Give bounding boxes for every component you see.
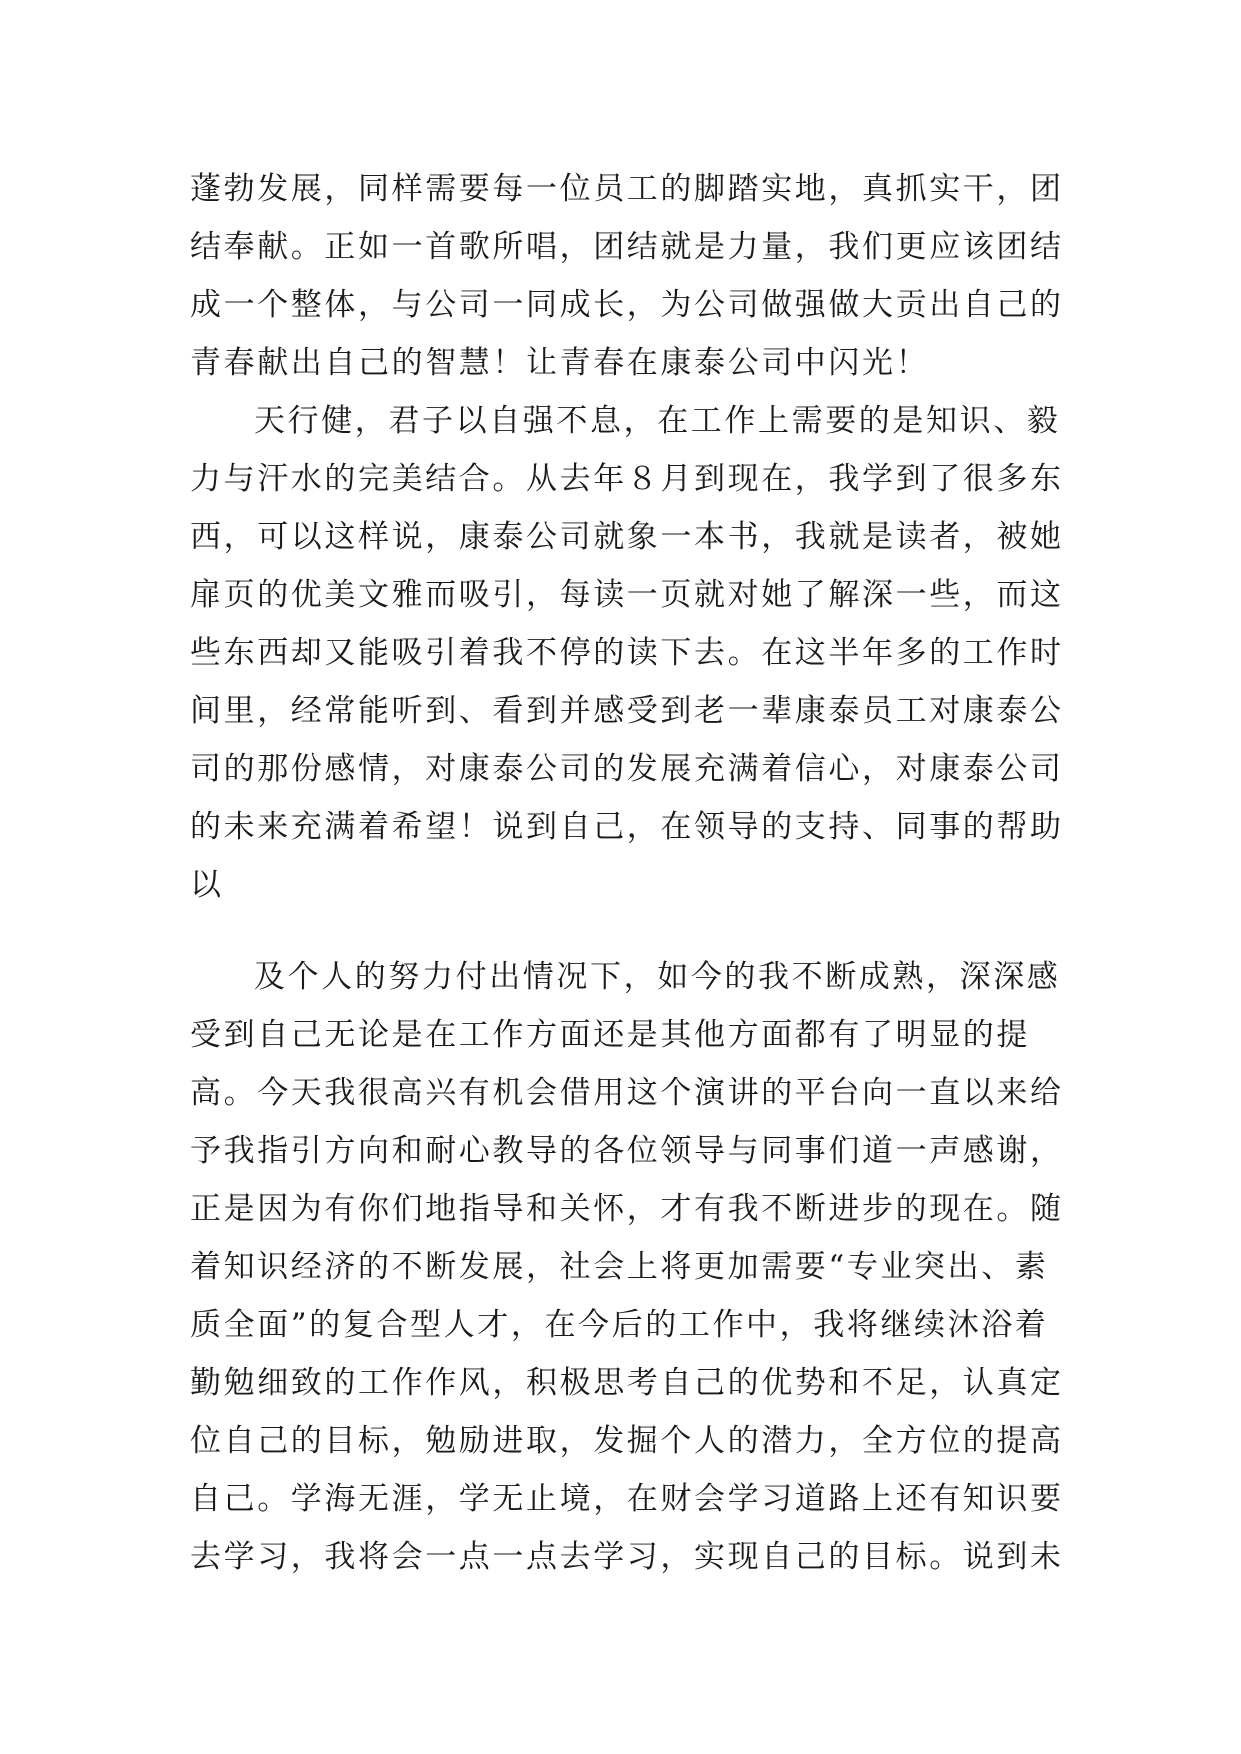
text-line: 正是因为有你们地指导和关怀，才有我不断进步的现在。随 (190, 1191, 1064, 1227)
text-line: 天行健，君子以自强不息，在工作上需要的是知识、毅 (254, 403, 1061, 439)
text-line: 位自己的目标，勉励进取，发掘个人的潜力，全方位的提高 (190, 1423, 1064, 1459)
paragraph (190, 392, 1064, 914)
paragraph-gap (190, 914, 1052, 948)
text-line: 结奉献。正如一首歌所唱，团结就是力量，我们更应该团结 (190, 229, 1064, 265)
text-line: 质全面”的复合型人才，在今后的工作中，我将继续沐浴着 (190, 1307, 1049, 1343)
text-line: 予我指引方向和耐心教导的各位领导与同事们道一声感谢， (190, 1133, 1064, 1169)
text-line: 司的那份感情，对康泰公司的发展充满着信心，对康泰公司 (190, 751, 1064, 787)
text-line: 力与汗水的完美结合。从去年８月到现在，我学到了很多东 (190, 461, 1064, 497)
text-line: 青春献出自己的智慧！让青春在康泰公司中闪光！ (190, 345, 930, 381)
body-text (190, 160, 1064, 1586)
text-line: 去学习，我将会一点一点去学习，实现自己的目标。说到未 (190, 1539, 1064, 1575)
text-line: 受到自己无论是在工作方面还是其他方面都有了明显的提 (190, 1017, 1030, 1053)
text-line: 西，可以这样说，康泰公司就象一本书，我就是读者，被她 (190, 519, 1064, 555)
text-line: 以 (190, 867, 224, 903)
text-line: 着知识经济的不断发展，社会上将更加需要“专业突出、素 (190, 1249, 1049, 1285)
paragraph (190, 160, 1064, 392)
paragraph (190, 948, 1064, 1586)
text-line: 间里，经常能听到、看到并感受到老一辈康泰员工对康泰公 (190, 693, 1064, 729)
text-line: 蓬勃发展，同样需要每一位员工的脚踏实地，真抓实干，团 (190, 171, 1064, 207)
text-line: 勤勉细致的工作作风，积极思考自己的优势和不足，认真定 (190, 1365, 1064, 1401)
text-line: 及个人的努力付出情况下，如今的我不断成熟，深深感 (254, 959, 1061, 995)
text-line: 的未来充满着希望！说到自己，在领导的支持、同事的帮助 (190, 809, 1064, 845)
text-line: 成一个整体，与公司一同成长，为公司做强做大贡出自己的 (190, 287, 1064, 323)
text-line: 扉页的优美文雅而吸引，每读一页就对她了解深一些，而这 (190, 577, 1064, 613)
text-line: 高。今天我很高兴有机会借用这个演讲的平台向一直以来给 (190, 1075, 1064, 1111)
text-line: 自己。学海无涯，学无止境，在财会学习道路上还有知识要 (190, 1481, 1064, 1517)
text-line: 些东西却又能吸引着我不停的读下去。在这半年多的工作时 (190, 635, 1064, 671)
